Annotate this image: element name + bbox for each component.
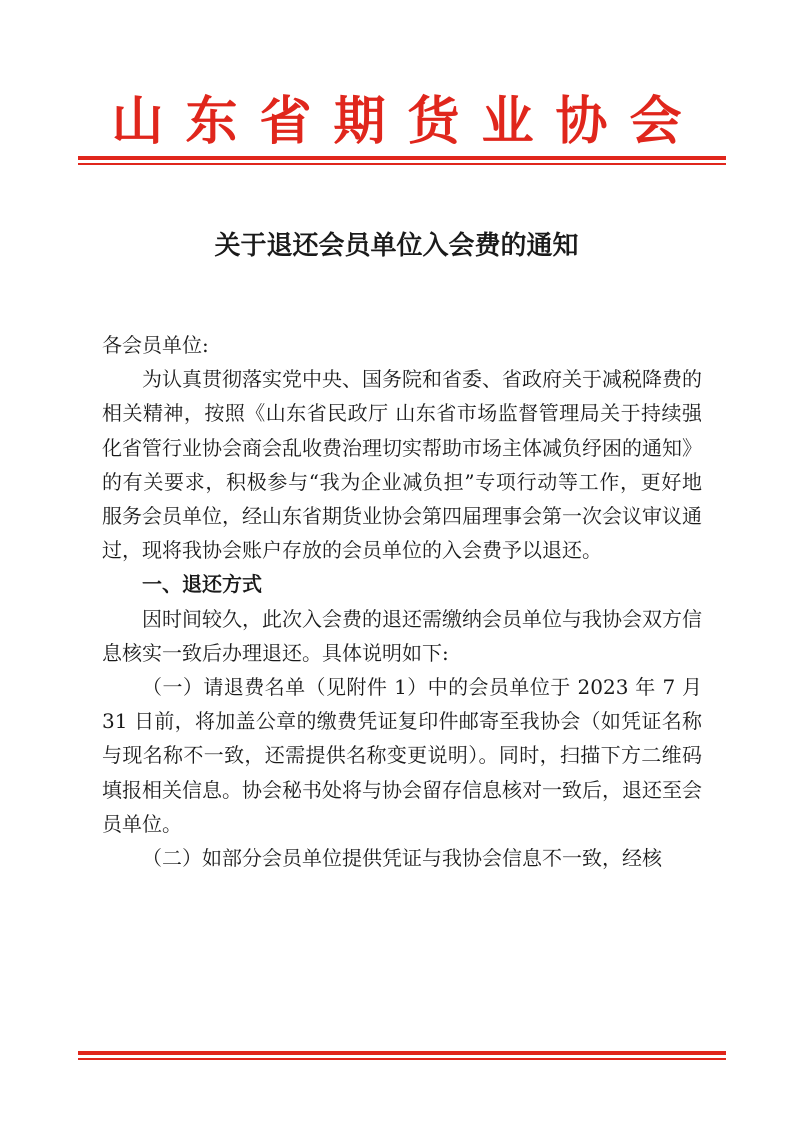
header-rule-thin bbox=[78, 163, 726, 165]
item-2-paragraph: （二）如部分会员单位提供凭证与我协会信息不一致，经核 bbox=[142, 846, 662, 871]
document-title: 关于退还会员单位入会费的通知 bbox=[214, 231, 579, 261]
salutation: 各会员单位: bbox=[102, 333, 209, 357]
intro-paragraph: 为认真贯彻落实党中央、国务院和省委、省政府关于减税降费的相关精神，按照《山东省民政厅 山东省市场监督管理局关于持续强化省管行业协会商会乱收费治理切实帮助市场主体减负纾困的通知》的有关要求，积极参与“我为企业减负担”专项行动等工作，更好地服务会员单位，经山东省期货业协会第四届理事会第一次会议审议通过，现将我协会账户存放的会员单位的入会费予以退还。 bbox=[102, 367, 702, 563]
organization-letterhead: 山东省期货业协会 bbox=[111, 92, 704, 152]
header-rule-thick bbox=[78, 156, 726, 160]
document-body bbox=[102, 328, 702, 875]
footer-rule-thin bbox=[78, 1058, 726, 1060]
section-intro-paragraph: 因时间较久，此次入会费的退还需缴纳会员单位与我协会双方信息核实一致后办理退还。具体说明如下: bbox=[102, 606, 702, 665]
item-1-paragraph: （一）请退费名单（见附件 1）中的会员单位于 2023 年 7 月 31 日前，将加盖公章的缴费凭证复印件邮寄至我协会（如凭证名称与现名称不一致，还需提供名称变更说明）。同时，扫描下方二维码填报相关信息。协会秘书处将与协会留存信息核对一致后，退还至会员单位。 bbox=[102, 675, 702, 836]
footer-rule-thick bbox=[78, 1051, 726, 1055]
section-heading: 一、退还方式 bbox=[142, 572, 262, 597]
